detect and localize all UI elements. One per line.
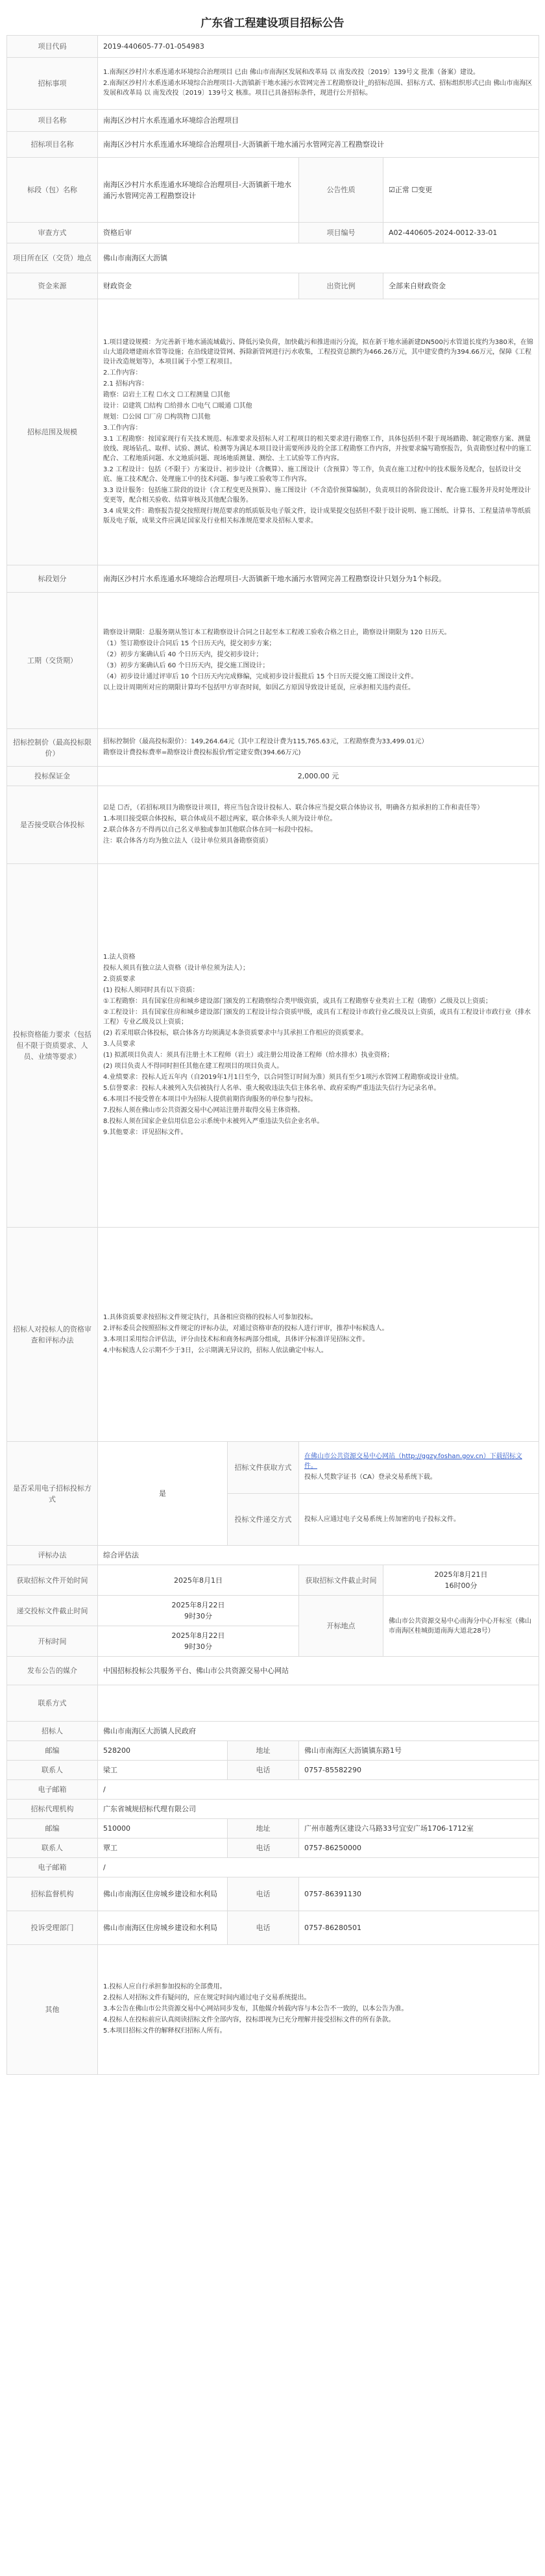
review-value: 资格后审	[98, 223, 299, 243]
deposit-value: 2,000.00 元	[98, 767, 539, 786]
note-line: 2.投标人对招标文件有疑问的，应在规定时间内通过电子交易系统提出。	[103, 1994, 311, 2001]
scope-label: 招标范围及规模	[7, 299, 98, 565]
qual-line: 8.投标人须在国家企业信用信息公示系统中未被列入严重违法失信企业名单。	[103, 1118, 324, 1125]
joint-value	[98, 786, 539, 864]
agent-addr-label: 地址	[228, 1819, 299, 1839]
open-label: 开标时间	[7, 1626, 98, 1657]
agent-addr: 广州市越秀区建设六马路33号宜安广场1706-1712室	[299, 1819, 539, 1839]
scope-line: 1.项目建设规模：为完善新干地水涌流域截污、降低污染负荷，加快截污和推进雨污分流，拟在新干地水涌新建DN500污水管道长度约为380米，在锦山大道段增建雨水管等设施；在沿线建设管网、拆除新管网进行污水收集，工程投资总额约为466.26万元，其中建安费约为394.66万元，保障《工程设计改造规划等》，本项目属于小型工程项目。	[103, 338, 533, 365]
bid-content	[98, 58, 539, 110]
joint-label: 是否接受联合体投标	[7, 786, 98, 864]
joint-line: 注：联合体各方均为独立法人（设计单位须具备勘察资质）	[103, 837, 272, 845]
announcement-page	[6, 0, 539, 2075]
tender-end-value	[383, 1565, 539, 1596]
deposit-label: 投标保证金	[7, 767, 98, 786]
tenderer-contact: 梁工	[98, 1761, 228, 1780]
scope-line: 规划：☐公园 ☐厂房 ☐构筑物 ☐其他	[103, 413, 211, 421]
qual-line: (2) 若采用联合体投标，联合体各方均须满足本条资质要求中与其承担工作相应的资质要求。	[103, 1030, 368, 1037]
complaint-tel-label: 电话	[228, 1911, 299, 1945]
method-value: 综合评估法	[98, 1546, 539, 1565]
section-no-label: 项目编号	[299, 223, 383, 243]
joint-line: 2.联合体各方不得再以自己名义单独或参加其他联合体在同一标段中投标。	[103, 826, 317, 834]
media-label: 发布公告的媒介	[7, 1657, 98, 1685]
qual-line: (1) 拟派项目负责人：须具有注册土木工程师（岩土）或注册公用设备工程师（给水排水）执业资格；	[103, 1052, 394, 1059]
scope-line: 3.工作内容：	[103, 424, 142, 432]
tender-time-label: 获取招标文件开始时间	[7, 1565, 98, 1596]
max-price-line: 招标控制价（最高投标限价）：149,264.64元（其中工程设计费为115,765.63元，工程勘察费为33,499.01元）	[103, 737, 428, 745]
duration-label: 工期（交货期）	[7, 593, 98, 729]
eproc-value: 是	[98, 1442, 228, 1546]
supervise-label: 招标监督机构	[7, 1877, 98, 1911]
scope-value	[98, 299, 539, 565]
eplatform-line: 投标人凭数字证书（CA）登录交易系统下载。	[304, 1474, 437, 1481]
qual-label: 投标资格能力要求（包括但不限于资质要求、人员、业绩等要求）	[7, 864, 98, 1228]
qual-line: 7.投标人须在佛山市公共资源交易中心网站注册并取得交易主体资格。	[103, 1107, 304, 1114]
open-place-label: 开标地点	[299, 1596, 383, 1657]
agent-label: 招标代理机构	[7, 1800, 98, 1819]
bidder-value: 南海区沙村片水系连通水环境综合治理项目-大沥镇新干地水涌污水管网完善工程勘察设计	[98, 158, 299, 223]
tenderer-email: /	[98, 1780, 539, 1800]
duration-line: 勘察设计期限：总服务期从签订本工程勘察设计合同之日起至本工程竣工验收合格之日止，勘察设计期限为 120 日历天。	[103, 628, 451, 636]
section-name-label: 招标项目名称	[7, 132, 98, 158]
scope-line: 勘察：☑岩土工程 ☐水文 ☐工程测量 ☐其他	[103, 391, 230, 399]
pub-type-value: ☑正常 ☐变更	[383, 158, 539, 223]
bid-content-2: 2.南海区沙村片水系连通水环境综合治理项目-大沥镇新干地水涌污水管网完善工程勘察设计_的招标范围、招标方式、招标组织形式已由 佛山市南海区发展和改革局 以 南发改投〔2019〕139号文 核准。项目已具备招标条件，现进行公开招标。	[103, 80, 533, 97]
note-line: 1.投标人应自行承担参加投标的全部费用。	[103, 1983, 226, 1990]
qual-line: 4.业绩要求：投标人近五年内（自2019年1月1日至今，以合同签订时间为准）须具有至少1项污水管网工程勘察或设计业绩。	[103, 1074, 463, 1081]
complaint-label: 投诉受理部门	[7, 1911, 98, 1945]
scope-line: 3.3 设计服务：包括施工阶段的设计（含工程变更及预算）、施工图设计（不含造价预算编制），负责项目的各阶段设计、配合施工服务并及时处理设计变更等，配合相关验收、结算审核及其他配合服务。	[103, 486, 531, 504]
fund-value: 财政资金	[98, 273, 299, 299]
open-place-value: 佛山市公共资源交易中心南海分中心开标室（佛山市南海区桂城街道南海大道北28号）	[383, 1596, 539, 1657]
qual-line: 6.本项目不接受曾在本项目中为招标人提供前期咨询服务的单位参与投标。	[103, 1096, 317, 1103]
bid-content-label: 招标事项	[7, 58, 98, 110]
fund-label: 资金来源	[7, 273, 98, 299]
tenderer-tel-label: 电话	[228, 1761, 299, 1780]
assess-line: 2.评标委员会按照招标文件规定的评标办法，对通过资格审查的投标人进行评审，推荐中标候选人。	[103, 1324, 389, 1332]
tenderer-tel: 0757-85582290	[299, 1761, 539, 1780]
tenderer-addr: 佛山市南海区大沥镇镇东路1号	[299, 1741, 539, 1761]
eplatform-label: 招标文件获取方式	[228, 1442, 299, 1494]
section-no-value: A02-440605-2024-0012-33-01	[383, 223, 539, 243]
supervise-tel: 0757-86391130	[299, 1877, 539, 1911]
fund-ratio-value: 全部来自财政资金	[383, 273, 539, 299]
qual-value	[98, 864, 539, 1228]
project-code-value: 2019-440605-77-01-054983	[98, 36, 539, 58]
assess-line: 3.本项目采用综合评估法，评分由技术标和商务标两部分组成，具体评分标准详见招标文件。	[103, 1335, 369, 1343]
bidder-label: 标段（包）名称	[7, 158, 98, 223]
project-code-label: 项目代码	[7, 36, 98, 58]
qual-line: 2.资质要求	[103, 976, 136, 983]
contact-title-label: 联系方式	[7, 1685, 98, 1722]
duration-line: （4）初步设计通过评审后 10 个日历天内完成修编，完成初步设计报批后 15 个日历天提交施工图设计文件。	[103, 673, 418, 680]
agent-email: /	[98, 1858, 539, 1877]
tenderer-contact-label: 联系人	[7, 1761, 98, 1780]
supervise-value: 佛山市南海区住房城乡建设和水利局	[98, 1877, 228, 1911]
zip-label: 邮编	[7, 1741, 98, 1761]
joint-line: 1.本项目接受联合体投标，联合体成员不超过两家，联合体牵头人须为设计单位。	[103, 815, 337, 823]
eproc-label: 是否采用电子招标投标方式	[7, 1442, 98, 1546]
tenderer-label: 招标人	[7, 1722, 98, 1741]
note-line: 3.本公告在佛山市公共资源交易中心网站同步发布，其他媒介转载内容与本公告不一致的，以本公告为准。	[103, 2005, 408, 2012]
duration-value	[98, 593, 539, 729]
pub-type-label: 公告性质	[299, 158, 383, 223]
review-label: 审查方式	[7, 223, 98, 243]
open-time: 9时30分	[184, 1642, 212, 1651]
qual-line: (2) 项目负责人不得同时担任其他在建工程项目的项目负责人。	[103, 1063, 284, 1070]
supervise-tel-label: 电话	[228, 1877, 299, 1911]
scope-line: 设计：☑建筑 ☐结构 ☐给排水 ☐电气 ☐暖通 ☐其他	[103, 402, 252, 410]
duration-line: （1）签订勘察设计合同后 15 个日历天内，提交初步方案；	[103, 639, 276, 647]
section-name-value: 南海区沙村片水系连通水环境综合治理项目-大沥镇新干地水涌污水管网完善工程勘察设计	[98, 132, 539, 158]
assess-line: 4.中标候选人公示期不少于3日，公示期满无异议的，招标人依法确定中标人。	[103, 1346, 328, 1354]
scope-line: 2.1 招标内容：	[103, 380, 149, 388]
joint-line: ☑是 ☐否，（若招标项目为勘察设计项目，将应当包含设计投标人、联合体应当提交联合体协议书，明确各方拟承担的工作和责任等）	[103, 804, 484, 811]
open-value	[98, 1626, 299, 1657]
qual-line: (1) 投标人须同时具有以下资质：	[103, 987, 199, 994]
note-line: 5.本项目招标文件的解释权归招标人所有。	[103, 2027, 226, 2035]
page-title: 广东省工程建设项目招标公告	[200, 17, 345, 30]
duration-line: （3）初步方案确认后 60 个日历天内，提交施工图设计；	[103, 662, 269, 669]
tender-end-time: 16时00分	[444, 1581, 478, 1590]
submit-date: 2025年8月22日	[171, 1601, 225, 1609]
complaint-value: 佛山市南海区住房城乡建设和水利局	[98, 1911, 228, 1945]
project-name-value: 南海区沙村片水系连通水环境综合治理项目	[98, 110, 539, 132]
location-label: 项目所在区（交货）地点	[7, 243, 98, 273]
tenderer-zip: 528200	[98, 1741, 228, 1761]
qual-line: ①工程勘察：具有国家住房和城乡建设部门颁发的工程勘察综合类甲级资质，或具有工程勘察专业类岩土工程（勘察）乙级及以上资质；	[103, 998, 492, 1005]
bid-section-value: 南海区沙村片水系连通水环境综合治理项目-大沥镇新干地水涌污水管网完善工程勘察设计只划分为1个标段。	[98, 565, 539, 593]
agent-tel: 0757-86250000	[299, 1839, 539, 1858]
assess-value	[98, 1228, 539, 1442]
bid-content-1: 1.南海区沙村片水系连通水环境综合治理项目 已由 佛山市南海区发展和改革局 以 南发改投〔2019〕139号文 批准（备案）建设。	[103, 69, 479, 76]
submit-time: 9时30分	[184, 1612, 212, 1620]
announcement-table	[6, 35, 539, 2075]
notes-value	[98, 1945, 539, 2075]
scope-line: 3.4 成果文件：勘察报告提交按照现行规范要求的纸质版及电子版文件，设计成果提交包括但不限于设计说明、施工图纸、计算书、工程量清单等纸质版及电子版，成果文件应满足国家及行业相关标准规范要求及招标人要求。	[103, 507, 531, 525]
complaint-tel: 0757-86280501	[299, 1911, 539, 1945]
submit-label: 递交投标文件截止时间	[7, 1596, 98, 1626]
project-name-label: 项目名称	[7, 110, 98, 132]
tender-end-label: 获取招标文件截止时间	[299, 1565, 383, 1596]
scope-line: 3.1 工程勘察：按国家现行有关技术规范、标准要求及招标人对工程项目的相关要求进行勘察工作，具体包括但不限于现场踏勘、制定勘察方案、测量放线、现场钻孔、取样、试验、测试、检测等为满足本项目设计需要所涉及的全部工程勘察工作内容，并按要求编写勘察报告，负责勘察过程中的施工配合、工程地质问题、水文地质问题、现场地质测量、测绘、土工试验等工作内容。	[103, 435, 531, 462]
assess-line: 1.具体资质要求按招标文件规定执行，具备相应资格的投标人可参加投标。	[103, 1313, 317, 1321]
agent-zip: 510000	[98, 1819, 228, 1839]
qual-line: 5.信誉要求：投标人未被列入失信被执行人名单、重大税收违法失信主体名单、政府采购严重违法失信行为记录名单。	[103, 1085, 441, 1092]
note-label: 其他	[7, 1945, 98, 2075]
tenderer-addr-label: 地址	[228, 1741, 299, 1761]
submit-value	[98, 1596, 299, 1626]
agent-email-label: 电子邮箱	[7, 1858, 98, 1877]
max-price-value	[98, 729, 539, 767]
note-line: 4.投标人在投标前应认真阅读招标文件全部内容，投标即视为已充分理解并接受招标文件的所有条款。	[103, 2016, 395, 2024]
max-price-line: 勘察设计费投标费率=勘察设计费投标报价/暂定建安费(394.66万元)	[103, 749, 301, 756]
agent-contact-label: 联系人	[7, 1839, 98, 1858]
open-date: 2025年8月22日	[171, 1631, 225, 1640]
tender-time-value: 2025年8月1日	[98, 1565, 299, 1596]
ebid-value: 投标人应通过电子交易系统上传加密的电子投标文件。	[299, 1494, 539, 1546]
agent-zip-label: 邮编	[7, 1819, 98, 1839]
max-price-label: 招标控制价（最高投标限价）	[7, 729, 98, 767]
qual-line: 1.法人资格	[103, 954, 136, 961]
qual-line: 投标人须具有独立法人资格（设计单位须为法人）；	[103, 965, 249, 972]
duration-line: 以上设计周期所对应的期限计算均不包括甲方审查时间，如因乙方原因导致设计延误，应承担相关违约责任。	[103, 684, 415, 691]
qual-line: 3.人员要求	[103, 1041, 136, 1048]
ebid-label: 投标文件递交方式	[228, 1494, 299, 1546]
media-value: 中国招标投标公共服务平台、佛山市公共资源交易中心网站	[98, 1657, 539, 1685]
qual-line: ②工程设计：具有国家住房和城乡建设部门颁发的工程设计综合资质甲级，或具有工程设计市政行业乙级及以上资质，或具有工程设计市政行业（排水工程）专业乙级及以上资质；	[103, 1009, 531, 1026]
bid-section-label: 标段划分	[7, 565, 98, 593]
eplatform-line[interactable]: 在佛山市公共资源交易中心网站（http://ggzy.foshan.gov.cn）下载招标文件。	[304, 1453, 522, 1470]
tenderer-value: 佛山市南海区大沥镇人民政府	[98, 1722, 539, 1741]
qual-line: 9.其他要求：详见招标文件。	[103, 1129, 188, 1136]
tenderer-email-label: 电子邮箱	[7, 1780, 98, 1800]
agent-tel-label: 电话	[228, 1839, 299, 1858]
fund-ratio-label: 出资比例	[299, 273, 383, 299]
agent-contact: 覃工	[98, 1839, 228, 1858]
eplatform-value	[299, 1442, 539, 1494]
contact-title-value	[98, 1685, 539, 1722]
assess-label: 招标人对投标人的资格审查和评标办法	[7, 1228, 98, 1442]
tender-end-date: 2025年8月21日	[434, 1570, 488, 1579]
location-value: 佛山市南海区大沥镇	[98, 243, 539, 273]
agent-value: 广东省城规招标代理有限公司	[98, 1800, 539, 1819]
scope-line: 3.2 工程设计：包括（不限于）方案设计、初步设计（含概算）、施工图设计（含预算）等工作，负责在施工过程中的技术服务及配合，包括设计交底、施工技术配合、处理施工中的技术问题、参与竣工验收等工作内容。	[103, 465, 522, 483]
duration-line: （2）初步方案确认后 40 个日历天内，提交初步设计；	[103, 650, 263, 658]
method-label: 评标办法	[7, 1546, 98, 1565]
scope-line: 2.工作内容：	[103, 369, 142, 377]
